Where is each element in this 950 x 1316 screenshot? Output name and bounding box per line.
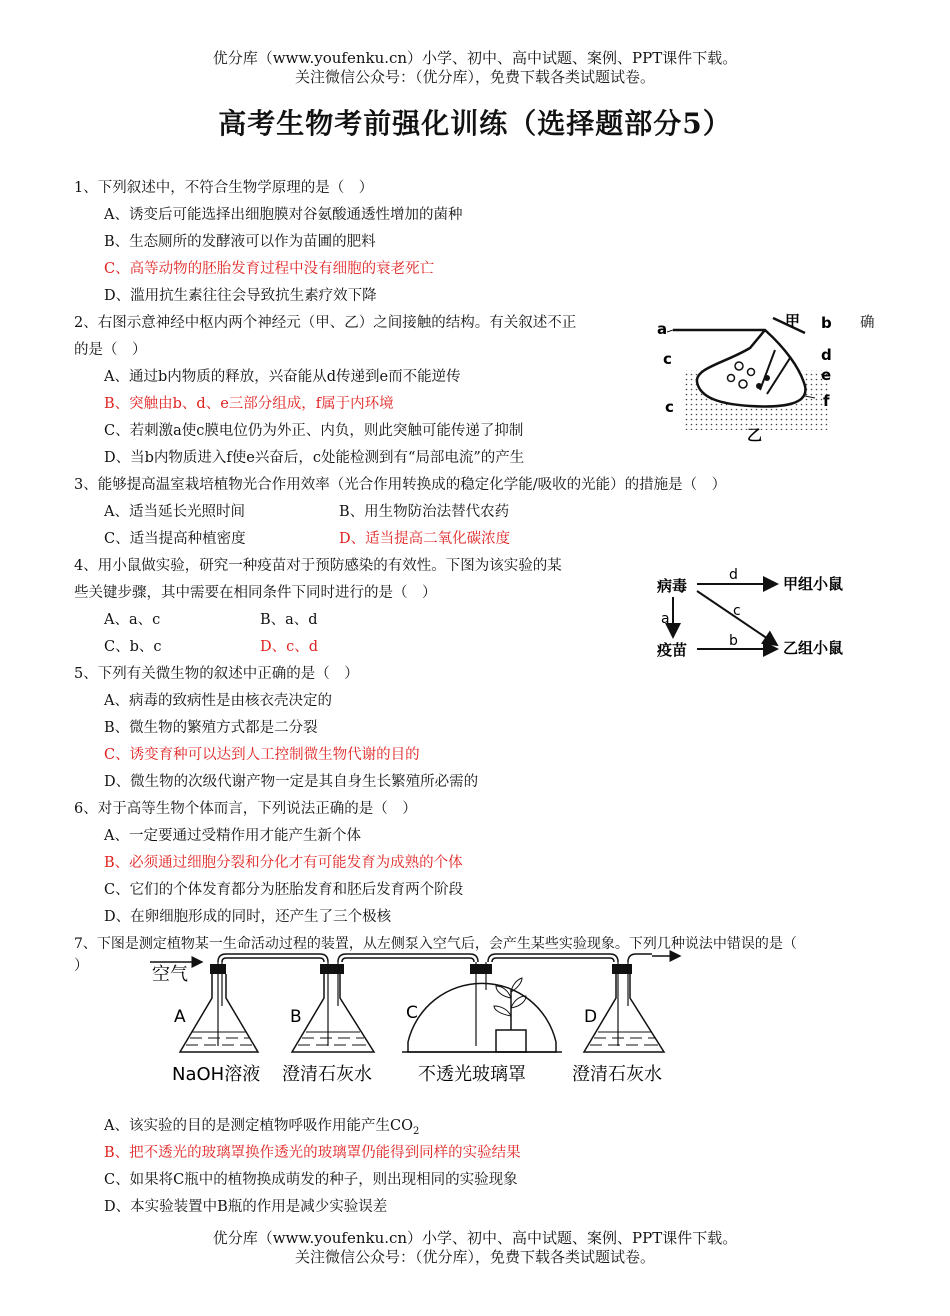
q2-stem-1: 2、右图示意神经中枢内两个神经元（甲、乙）之间接触的结构。有关叙述不正 — [74, 315, 577, 331]
page-title: 高考生物考前强化训练（选择题部分5） — [218, 107, 732, 140]
caption-c: 不透光玻璃罩 — [418, 1064, 526, 1085]
q7-stem-2: ） — [74, 958, 89, 974]
flask-a-label: A — [174, 1007, 186, 1027]
air-label: 空气 — [152, 964, 188, 985]
q7-stem-1: 7、下图是测定植物某一生命活动过程的装置，从左侧泵入空气后，会产生某些实验现象。下列几种说法中错误的是（ — [74, 936, 797, 952]
q1-option-b: B、生态厕所的发酵液可以作为苗圃的肥料 — [104, 234, 376, 250]
bell-jar-c-label: C — [406, 1003, 418, 1023]
synapse-label-jia: 甲 — [785, 312, 801, 330]
q4-stem-1: 4、用小鼠做实验，研究一种疫苗对于预防感染的有效性。下图为该实验的某 — [74, 558, 562, 574]
q2-option-b: B、突触由b、d、e三部分组成，f属于内环境 — [104, 396, 394, 412]
mice-group-a-label: 甲组小鼠 — [783, 575, 844, 593]
footer-line-1: 优分库（www.youfenku.cn）小学、初中、高中试题、案例、PPT课件下载。 — [212, 1229, 738, 1247]
mice-arrow-b-label: b — [729, 633, 738, 649]
q2-stem-2: 的是（ ） — [74, 342, 147, 358]
q7-option-d: D、本实验装置中B瓶的作用是减少实验误差 — [104, 1199, 388, 1215]
q6-option-b: B、必须通过细胞分裂和分化才有可能发育为成熟的个体 — [104, 855, 463, 871]
q7-option-a — [104, 1116, 419, 1142]
synapse-label-e: e — [821, 366, 832, 384]
mice-vaccine-label: 疫苗 — [657, 641, 688, 659]
synapse-label-d: d — [821, 346, 832, 364]
q6-stem: 6、对于高等生物个体而言，下列说法正确的是（ ） — [74, 801, 417, 817]
q7-option-c: C、如果将C瓶中的植物换成萌发的种子，则出现相同的实验现象 — [104, 1172, 518, 1188]
q5-option-b: B、微生物的繁殖方式都是二分裂 — [104, 720, 318, 736]
mice-group-b-label: 乙组小鼠 — [783, 639, 844, 657]
flask-b-label: B — [290, 1007, 302, 1027]
q5-option-a: A、病毒的致病性是由核衣壳决定的 — [104, 693, 332, 709]
mice-arrow-d-label: d — [729, 567, 738, 583]
q3-option-a: A、适当延长光照时间 — [104, 504, 245, 520]
q3-option-c: C、适当提高种植密度 — [104, 531, 246, 547]
q1-stem: 1、下列叙述中，不符合生物学原理的是（ ） — [74, 180, 374, 196]
flask-d-label: D — [584, 1007, 598, 1027]
q4-option-b: B、a、d — [260, 612, 318, 628]
q2-stem-tail: 确 — [860, 315, 875, 331]
q1-option-a: A、诱变后可能选择出细胞膜对谷氨酸通透性增加的菌种 — [104, 207, 463, 223]
q2-option-c: C、若刺激a使c膜电位仍为外正、内负，则此突触可能传递了抑制 — [104, 423, 524, 439]
mice-experiment-figure — [655, 563, 855, 663]
flask-a — [180, 962, 258, 1052]
q3-option-d: D、适当提高二氧化碳浓度 — [339, 531, 511, 547]
synapse-label-b: b — [821, 314, 832, 332]
caption-d: 澄清石灰水 — [572, 1064, 662, 1085]
q5-stem: 5、下列有关微生物的叙述中正确的是（ ） — [74, 666, 359, 682]
q6-option-c: C、它们的个体发育都分为胚胎发育和胚后发育两个阶段 — [104, 882, 464, 898]
q4-option-d: D、c、d — [260, 639, 319, 655]
q5-option-d: D、微生物的次级代谢产物一定是其自身生长繁殖所必需的 — [104, 774, 479, 790]
q5-option-c: C、诱变育种可以达到人工控制微生物代谢的目的 — [104, 747, 420, 763]
synapse-label-c-bottom: c — [665, 398, 674, 416]
header-line-2: 关注微信公众号：（优分库），免费下载各类试题试卷。 — [294, 68, 655, 86]
synapse-label-c-top: c — [663, 350, 672, 368]
q7-option-b: B、把不透光的玻璃罩换作透光的玻璃罩仍能得到同样的实验结果 — [104, 1145, 521, 1161]
q3-option-b: B、用生物防治法替代农药 — [339, 504, 510, 520]
q6-option-d: D、在卵细胞形成的同时，还产生了三个极核 — [104, 909, 392, 925]
bell-jar-c — [402, 962, 562, 1052]
header-line-1: 优分库（www.youfenku.cn）小学、初中、高中试题、案例、PPT课件下载。 — [212, 49, 738, 67]
synapse-label-yi: 乙 — [747, 426, 763, 443]
mice-virus-label: 病毒 — [657, 577, 688, 595]
q4-stem-2: 些关键步骤，其中需要在相同条件下同时进行的是（ ） — [74, 585, 437, 601]
q6-option-a: A、一定要通过受精作用才能产生新个体 — [104, 828, 361, 844]
q7-option-a-text: A、该实验的目的是测定植物呼吸作用能产生CO — [104, 1118, 413, 1134]
q4-option-a: A、a、c — [104, 612, 161, 628]
caption-b: 澄清石灰水 — [282, 1064, 372, 1085]
q4-option-c: C、b、c — [104, 639, 162, 655]
q1-option-d: D、滥用抗生素往往会导致抗生素疗效下降 — [104, 288, 377, 304]
synapse-figure — [655, 308, 835, 443]
q1-option-c: C、高等动物的胚胎发育过程中没有细胞的衰老死亡 — [104, 261, 435, 277]
mice-arrow-a-label: a — [661, 611, 670, 627]
mice-arrow-c-label: c — [733, 603, 741, 619]
synapse-label-f: f — [823, 392, 830, 410]
q7-option-a-subscript: 2 — [412, 1125, 420, 1137]
flask-b — [292, 962, 374, 1052]
q2-option-a: A、通过b内物质的释放，兴奋能从d传递到e而不能逆传 — [104, 369, 461, 385]
q3-stem: 3、能够提高温室栽培植物光合作用效率（光合作用转换成的稳定化学能/吸收的光能）的措施是（ ） — [74, 477, 727, 493]
caption-a: NaOH溶液 — [172, 1064, 261, 1085]
footer-line-2: 关注微信公众号：（优分库），免费下载各类试题试卷。 — [294, 1248, 655, 1266]
apparatus-figure — [140, 950, 700, 1090]
q2-option-d: D、当b内物质进入f使e兴奋后，c处能检测到有“局部电流”的产生 — [104, 450, 525, 466]
synapse-label-a: a — [657, 320, 668, 338]
